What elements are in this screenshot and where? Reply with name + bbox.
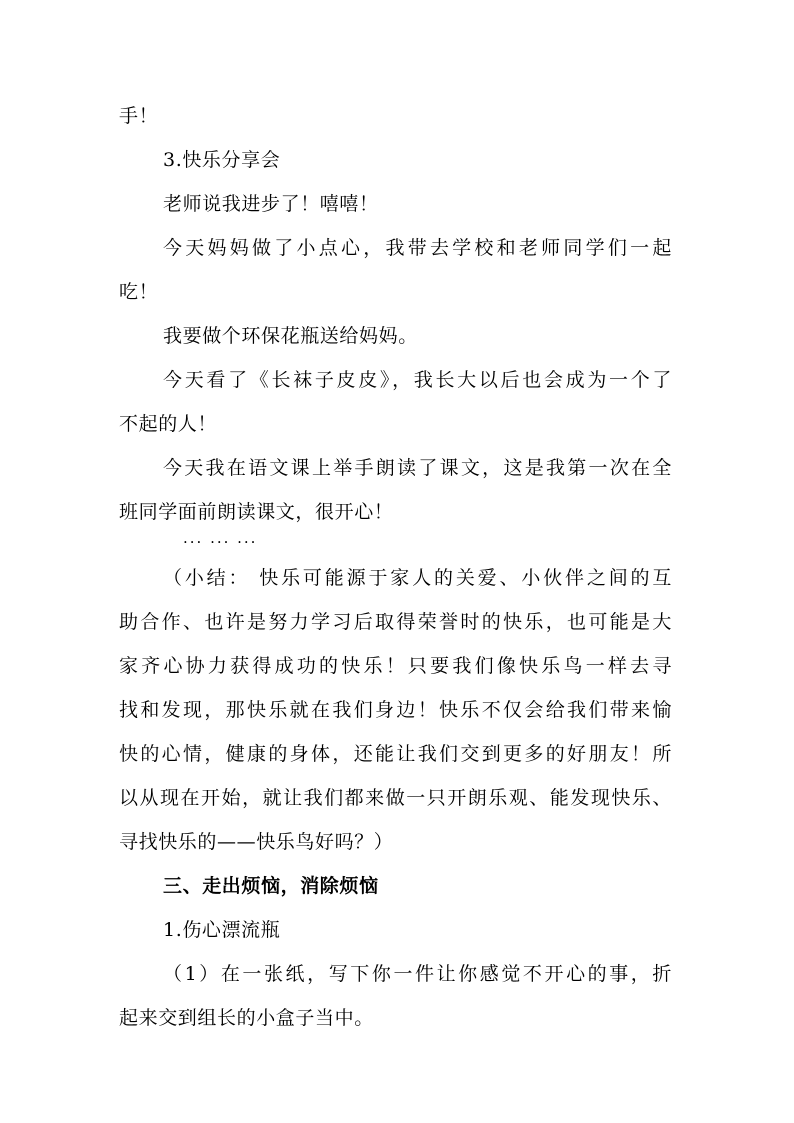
share-item-5-line2: 班同学面前朗读课文，很开心！ xyxy=(119,501,394,523)
share-item-4-line1: 今天看了《长袜子皮皮》，我长大以后也会成为一个了 xyxy=(163,369,672,391)
section-3-heading: 3.快乐分享会 xyxy=(163,149,281,171)
continuation-text: 手！ xyxy=(119,105,159,127)
share-item-1: 老师说我进步了！嘻嘻！ xyxy=(163,193,379,215)
share-item-2-line1: 今天妈妈做了小点心，我带去学校和老师同学们一起 xyxy=(163,237,672,259)
share-item-2-line2: 吃！ xyxy=(119,281,159,303)
share-item-3: 我要做个环保花瓶送给妈妈。 xyxy=(163,325,418,347)
step-1-line1: （1）在一张纸，写下你一件让你感觉不开心的事，折 xyxy=(163,963,672,985)
step-1-line2: 起来交到组长的小盒子当中。 xyxy=(119,1007,374,1029)
summary-line-3: 家齐心协力获得成功的快乐！只要我们像快乐鸟一样去寻 xyxy=(119,655,672,677)
summary-line-4: 找和发现，那快乐就在我们身边！快乐不仅会给我们带来愉 xyxy=(119,699,672,721)
summary-line-1: （小结： 快乐可能源于家人的关爱、小伙伴之间的互 xyxy=(163,567,672,589)
sub-heading-1: 1.伤心漂流瓶 xyxy=(163,919,281,941)
summary-line-2: 助合作、也许是努力学习后取得荣誉时的快乐，也可能是大 xyxy=(119,611,672,633)
summary-line-5: 快的心情，健康的身体，还能让我们交到更多的好朋友！所 xyxy=(119,743,672,765)
section-three-heading: 三、走出烦恼，消除烦恼 xyxy=(163,875,379,897)
share-item-4-line2: 不起的人！ xyxy=(119,413,218,435)
summary-line-6: 以从现在开始，就让我们都来做一只开朗乐观、能发现快乐、 xyxy=(119,787,672,809)
summary-line-7: 寻找快乐的——快乐鸟好吗？） xyxy=(119,831,394,853)
ellipsis: ... ... ... xyxy=(183,529,258,547)
share-item-5-line1: 今天我在语文课上举手朗读了课文，这是我第一次在全 xyxy=(163,457,672,479)
